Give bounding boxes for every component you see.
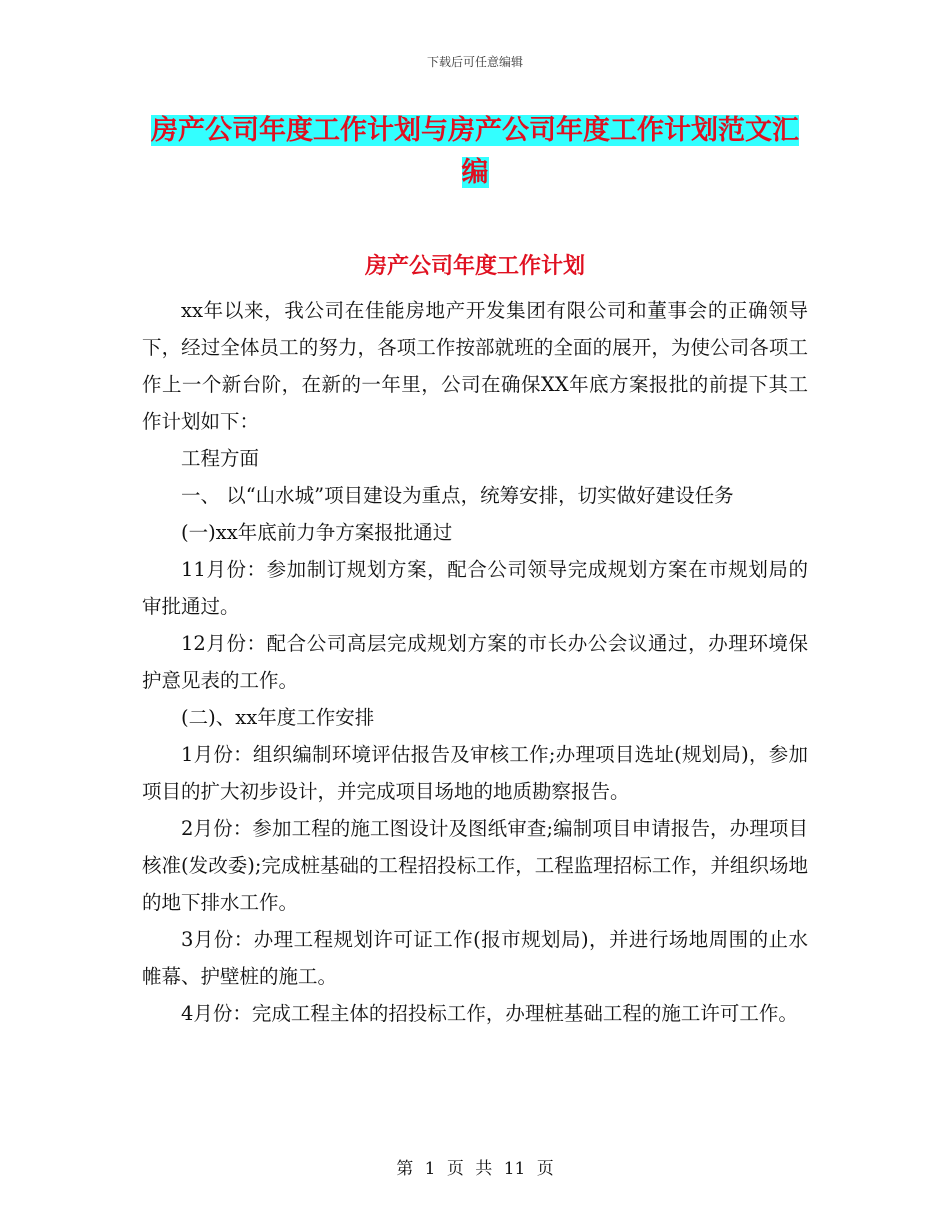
paragraph-april: 4月份：完成工程主体的招投标工作，办理桩基础工程的施工许可工作。 [181,1002,798,1025]
paragraph-engineering-heading: 工程方面 [181,447,260,470]
paragraph-subsection-two: (二)、xx年度工作安排 [181,706,375,729]
main-title-text: 房产公司年度工作计划与房产公司年度工作计划范文汇编 [151,115,799,188]
paragraph-march: 3月份：办理工程规划许可证工作(报市规划局)，并进行场地周围的止水帷幕、护壁桩的施工。 [142,928,808,988]
paragraph-subsection-one: (一)xx年底前力争方案报批通过 [181,521,453,544]
page-footer: 第 1 页 共 11 页 [396,1159,554,1179]
paragraph-december: 12月份：配合公司高层完成规划方案的市长办公会议通过，办理环境保护意见表的工作。 [142,632,808,692]
header-note: 下载后可任意编辑 [426,55,523,69]
paragraph-january: 1月份：组织编制环境评估报告及审核工作;办理项目选址(规划局)，参加项目的扩大初步设计，并完成项目场地的地质勘察报告。 [142,743,808,803]
section-title: 房产公司年度工作计划 [364,254,585,279]
document-main-title [142,110,808,194]
paragraph-intro: xx年以来，我公司在佳能房地产开发集团有限公司和董事会的正确领导下，经过全体员工的努力，各项工作按部就班的全面的展开，为使公司各项工作上一个新台阶，在新的一年里，公司在确保XX年底方案报批的前提下其工作计划如下： [142,299,808,433]
document-body [142,292,808,1032]
paragraph-item-one: 一、 以“山水城”项目建设为重点，统筹安排，切实做好建设任务 [181,484,734,507]
paragraph-february: 2月份：参加工程的施工图设计及图纸审查;编制项目申请报告，办理项目核准(发改委);完成桩基础的工程招投标工作，工程监理招标工作，并组织场地的地下排水工作。 [142,817,808,914]
paragraph-november: 11月份：参加制订规划方案，配合公司领导完成规划方案在市规划局的审批通过。 [142,558,808,618]
